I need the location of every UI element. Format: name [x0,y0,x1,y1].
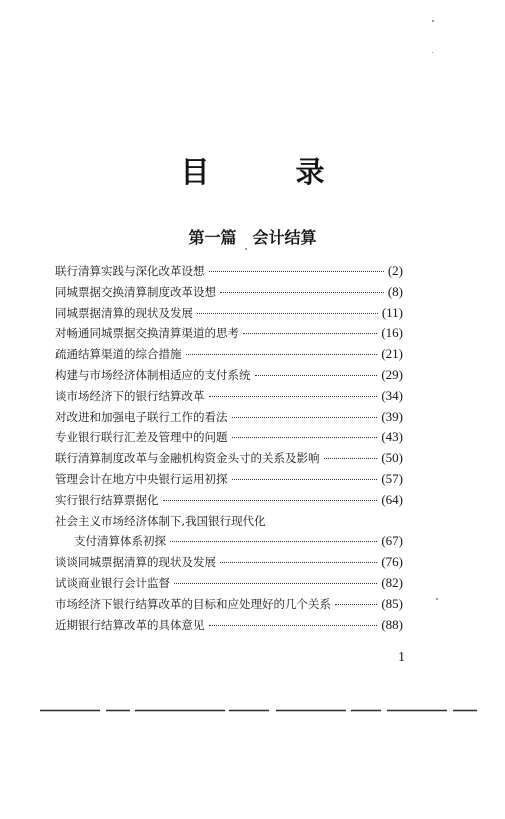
toc-entry-title: 联行清算制度改革与金融机构资金头寸的关系及影响 [55,451,320,466]
table-of-contents [55,263,403,637]
toc-entry-title: 疏通结算渠道的综合措施 [55,347,182,362]
dot-leader [163,500,378,501]
toc-entry-title: 联行清算实践与深化改革设想 [55,264,205,278]
toc-entry[interactable] [55,367,403,388]
toc-entry-page: (67) [381,533,403,549]
dot-leader [209,396,378,397]
dot-leader [232,437,378,438]
toc-entry[interactable] [55,492,403,513]
toc-entry[interactable] [55,284,403,305]
toc-entry[interactable] [55,554,403,575]
toc-entry-page: (85) [381,595,403,611]
toc-entry-title: 支付清算体系初探 [74,534,166,549]
toc-entry-page: (64) [381,491,403,507]
dot-leader [170,541,377,542]
toc-entry[interactable] [55,388,403,409]
toc-entry[interactable] [55,513,403,534]
toc-entry-title: 试谈商业银行会计监督 [55,575,170,590]
dot-leader [232,417,378,418]
toc-entry[interactable] [55,409,403,430]
toc-entry-title: 对改进和加强电子联行工作的看法 [55,409,228,424]
scan-speck [245,248,247,250]
toc-entry-title: 实行银行结算票据化 [55,492,159,507]
toc-entry-title: 谈市场经济下的银行结算改革 [55,388,205,403]
dot-leader [232,479,378,480]
toc-entry[interactable] [55,346,403,367]
toc-entry-title: 构建与市场经济体制相适应的支付系统 [55,367,251,382]
toc-entry-page: (76) [381,554,403,570]
toc-entry-page: (57) [381,470,403,486]
toc-entry-title: 市场经济下银行结算改革的目标和应处理好的几个关系 [55,596,331,611]
toc-entry-page: (11) [381,304,403,320]
toc-entry-page: (2) [387,263,403,278]
scan-speck [432,52,433,53]
toc-entry-title: 同城票据清算的现状及发展 [55,305,193,320]
toc-entry[interactable] [55,325,403,346]
toc-entry[interactable] [55,263,403,284]
toc-entry-title: 近期银行结算改革的具体意见 [55,617,205,632]
dot-leader [324,458,378,459]
toc-entry-page: (50) [381,450,403,466]
dot-leader [220,562,377,563]
toc-entry-continuation[interactable] [55,533,403,554]
toc-entry-page: (82) [381,574,403,590]
dot-leader [243,333,377,334]
toc-entry-page: (43) [381,429,403,445]
dot-leader [174,583,377,584]
toc-entry[interactable] [55,305,403,326]
dot-leader [197,313,378,314]
dot-leader [335,604,377,605]
page-number: 1 [398,650,405,665]
dot-leader [255,375,378,376]
toc-entry-title: 同城票据交换清算制度改革设想 [55,284,216,299]
toc-entry[interactable] [55,471,403,492]
section-title: 第一篇 会计结算 [188,228,317,247]
scan-speck [432,20,434,22]
dot-leader [209,271,384,272]
toc-entry-page: (88) [381,616,403,632]
toc-entry[interactable] [55,575,403,596]
toc-entry-title: 谈谈同城票据清算的现状及发展 [55,555,216,570]
toc-entry[interactable] [55,596,403,617]
scan-speck [436,598,438,600]
toc-entry-page: (21) [381,346,403,362]
page-title: 目 录 [180,155,363,189]
dot-leader [220,292,384,293]
toc-entry-page: (34) [381,387,403,403]
dot-leader [186,354,378,355]
toc-entry-title: 专业银行联行汇差及管理中的问题 [55,430,228,445]
toc-entry-title: 对畅通同城票据交换清算渠道的思考 [55,326,239,341]
toc-entry[interactable] [55,429,403,450]
toc-entry[interactable] [55,450,403,471]
toc-entry-page: (8) [387,283,403,299]
toc-entry-page: (29) [381,366,403,382]
toc-entry-title: 社会主义市场经济体制下,我国银行现代化 [55,513,266,528]
toc-entry-page: (39) [381,408,403,424]
toc-entry[interactable] [55,617,403,638]
toc-entry-title: 管理会计在地方中央银行运用初探 [55,471,228,486]
toc-entry-page: (16) [381,325,403,341]
dot-leader [209,625,378,626]
footer-rule [40,709,480,712]
